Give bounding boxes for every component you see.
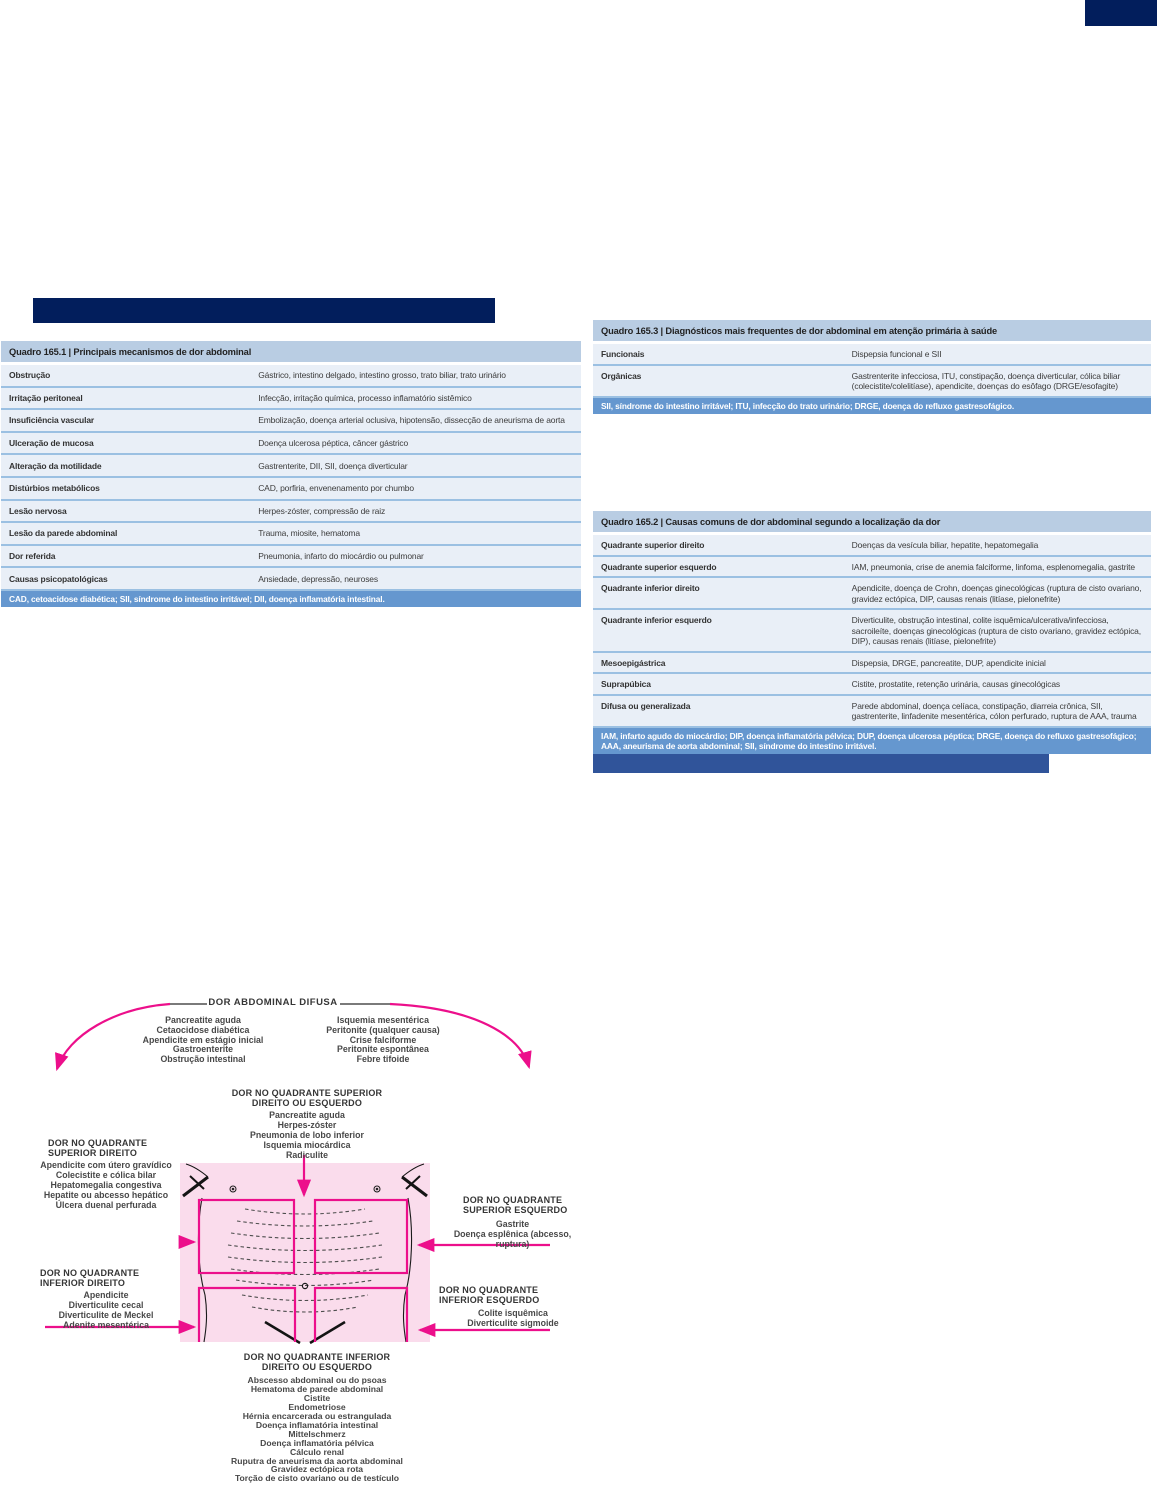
- table-row: [593, 535, 1151, 557]
- figure-heading-line: DOR NO QUADRANTE SUPERIOR: [231, 1088, 383, 1098]
- figure-list-item: Doença inflamatória pélvica: [260, 1437, 374, 1448]
- figure-list-item: Gastrite: [495, 1219, 530, 1230]
- row-label: Quadrante inferior esquerdo: [601, 615, 712, 625]
- row-label: Alteração da motilidade: [9, 460, 102, 471]
- row-value: Trauma, miosite, hematoma: [258, 528, 360, 539]
- upper-left-quadrant-block: [440, 1195, 585, 1250]
- table-body: [1, 365, 581, 591]
- figure-list-item: Adenite mesentérica: [62, 1319, 150, 1330]
- row-label: Lesão nervosa: [9, 505, 67, 516]
- table-title: Quadro 165.2 | Causas comuns de dor abdominal segundo a localização da dor: [593, 511, 1151, 535]
- row-value: Infecção, irritação química, processo inflamatório sistêmico: [258, 392, 472, 403]
- table-row: [1, 523, 581, 546]
- figure-list-item: Peritonite (qualquer causa): [326, 1024, 440, 1035]
- figure-list-item: Isquemia mesentérica: [337, 1015, 429, 1025]
- table-row: [1, 501, 581, 524]
- row-value: Embolização, doença arterial oclusiva, hipotensão, dissecção de aneurisma de aorta: [258, 415, 565, 426]
- row-value: Doenças da vesícula biliar, hepatite, hepatomegalia: [851, 540, 1039, 550]
- figure-list-item: Radiculite: [285, 1149, 329, 1160]
- figure-list-item: Crise falciforme: [349, 1034, 417, 1045]
- row-label: Quadrante inferior direito: [601, 583, 700, 593]
- figure-list-item: Hematoma de parede abdominal: [250, 1384, 384, 1395]
- figure-heading-line: DIREITO OU ESQUERDO: [261, 1362, 373, 1373]
- page-corner-block: [1085, 0, 1157, 26]
- row-label: Distúrbios metabólicos: [9, 483, 100, 494]
- figure-heading-line: DOR NO QUADRANTE: [463, 1195, 563, 1205]
- row-value: Doença ulcerosa péptica, câncer gástrico: [258, 438, 409, 449]
- figure-list-item: Pancreatite aguda: [269, 1110, 345, 1121]
- figure-list-item: Torção de cisto ovariano ou de testículo: [234, 1473, 400, 1484]
- table-row: [593, 366, 1151, 398]
- table-quadro-165-1: [1, 341, 581, 607]
- row-value: Herpes-zóster, compressão de raiz: [258, 505, 386, 516]
- figure-list-item: Apendicite: [83, 1290, 129, 1301]
- table-quadro-165-3: [593, 320, 1151, 414]
- row-label: Ulceração de mucosa: [9, 438, 94, 449]
- row-value: IAM, pneumonia, crise de anemia falciforme, linfoma, esplenomegalia, gastrite: [851, 561, 1135, 572]
- figure-heading-line: INFERIOR DIREITO: [40, 1278, 126, 1289]
- table-row: [593, 610, 1151, 653]
- figure-list-item: Febre tifoide: [356, 1054, 410, 1065]
- table-row: [1, 410, 581, 433]
- table-quadro-165-2: [593, 511, 1151, 754]
- table-row: [1, 433, 581, 456]
- table-footnote: CAD, cetoacidose diabética; SII, síndrome do intestino irritável; DII, doença inflamatória intestinal.: [1, 591, 581, 607]
- row-value: Pneumonia, infarto do miocárdio ou pulmonar: [258, 551, 424, 562]
- diffuse-pain-left-list: [108, 1016, 298, 1065]
- row-value: Diverticulite, obstrução intestinal, colite isquêmica/ulcerativa/infecciosa, sacroileíte, doenças ginecológicas (ruptura de cisto ovariano, gravidez ectópica, DIP), causas renais (litíase, pielonefrite): [851, 615, 1141, 646]
- figure-list-item: Isquemia miocárdica: [263, 1139, 351, 1150]
- table-row: [593, 696, 1151, 728]
- table-row: [1, 568, 581, 591]
- upper-quadrant-both-block: [207, 1088, 407, 1160]
- table-row: [1, 455, 581, 478]
- row-value: Cistite, prostatite, retenção urinária, causas ginecológicas: [851, 679, 1061, 689]
- table-footnote: SII, síndrome do intestino irritável; ITU, infecção do trato urinário; DRGE, doença do refluxo gastresofágico.: [593, 398, 1151, 414]
- figure-list-item: Diverticulite sigmoide: [467, 1318, 559, 1329]
- table-title: Quadro 165.1 | Principais mecanismos de dor abdominal: [1, 341, 581, 365]
- figure-list-item: Cálculo renal: [290, 1446, 344, 1457]
- row-label: Mesoepigástrica: [601, 657, 666, 668]
- row-label: Causas psicopatológicas: [9, 573, 108, 584]
- row-value: CAD, porfiria, envenenamento por chumbo: [258, 483, 414, 494]
- upper-right-quadrant-block: [35, 1138, 177, 1210]
- figure-list-item: Hérnia encarcerada ou estrangulada: [242, 1411, 392, 1422]
- table-body: [593, 344, 1151, 398]
- row-value: Apendicite, doença de Crohn, doenças ginecológicas (ruptura de cisto ovariano, gravidez ectópica, DIP, causas renais (litíase, pielonefrite): [851, 583, 1142, 604]
- figure-list-item: Pneumonia de lobo inferior: [250, 1130, 364, 1140]
- row-value: Gastrenterite infecciosa, ITU, constipação, doença diverticular, cólica biliar (colecistite/colelitíase), apendicite, doenças do esôfago (DRGE/esofagite): [851, 370, 1121, 391]
- lower-right-quadrant-block: [35, 1268, 177, 1331]
- row-value: Gástrico, intestino delgado, intestino grosso, trato biliar, trato urinário: [258, 370, 506, 381]
- figure-list-item: Doença inflamatória intestinal: [255, 1419, 379, 1430]
- row-value: Dispepsia, DRGE, pancreatite, DUP, apendicite inicial: [851, 657, 1046, 668]
- table-row: [1, 365, 581, 388]
- row-value: Ansiedade, depressão, neuroses: [258, 573, 378, 584]
- figure-list-item: Diverticulite de Meckel: [58, 1310, 154, 1320]
- table-row: [593, 653, 1151, 675]
- figure-list-item: Colite isquêmica: [478, 1308, 548, 1319]
- row-value: Parede abdominal, doença celíaca, constipação, diarreia crônica, SII, gastrenterite, linfadenite mesentérica, cólon perfurado, ruptura de AAA, trauma: [851, 700, 1137, 721]
- figure-heading-line: INFERIOR ESQUERDO: [439, 1295, 540, 1306]
- figure-list-item: Apendicite com útero gravídico: [40, 1160, 172, 1171]
- row-label: Irritação peritoneal: [9, 392, 83, 403]
- row-label: Obstrução: [9, 370, 51, 381]
- figure-list-item: Obstrução intestinal: [160, 1054, 246, 1065]
- row-label: Difusa ou generalizada: [601, 700, 691, 711]
- figure-list-item: Colecistite e cólica bilar: [55, 1170, 157, 1181]
- figure-list-item: Cetaocidose diabética: [156, 1024, 250, 1035]
- row-label: Lesão da parede abdominal: [9, 528, 118, 539]
- figure-list-item: Pancreatite aguda: [165, 1015, 241, 1025]
- table-row: [593, 344, 1151, 366]
- row-value: Gastrenterite, DII, SII, doença diverticular: [258, 460, 408, 471]
- figure-list-item: Apendicite em estágio inicial: [142, 1034, 264, 1045]
- row-label: Orgânicas: [601, 370, 642, 381]
- table-footnote: IAM, infarto agudo do miocárdio; DIP, doença inflamatória pélvica; DUP, doença ulcerosa péptica; DRGE, doença do refluxo gastresofágico; AAA, aneurisma de aorta abdominal; SII, síndrome do intestino irritável.: [593, 728, 1151, 754]
- figure-list-item: Peritonite espontânea: [337, 1044, 429, 1055]
- row-label: Insuficiência vascular: [9, 415, 95, 426]
- figure-list-item: Diverticulite cecal: [68, 1300, 144, 1311]
- figure-title: DOR ABDOMINAL DIFUSA: [208, 997, 338, 1008]
- table-body: [593, 535, 1151, 728]
- figure-list-item: Endometriose: [288, 1402, 346, 1413]
- row-label: Suprapúbica: [601, 679, 651, 689]
- figure-heading-line: DOR NO QUADRANTE: [48, 1138, 148, 1148]
- figure-list-item: Gastroenterite: [172, 1044, 234, 1055]
- figure-list-item: Úlcera duenal perfurada: [55, 1199, 157, 1210]
- figure-list-item: Hepatite ou abcesso hepático: [43, 1189, 169, 1200]
- figure-list-item: Mittelschmerz: [288, 1428, 346, 1439]
- figure-heading-line: DIREITO OU ESQUERDO: [251, 1098, 363, 1109]
- figure-heading-line: SUPERIOR ESQUERDO: [463, 1205, 568, 1216]
- table-title: Quadro 165.3 | Diagnósticos mais frequentes de dor abdominal em atenção primária à saúde: [593, 320, 1151, 344]
- row-value: Dispepsia funcional e SII: [851, 349, 942, 359]
- figure-list-item: Abscesso abdominal ou do psoas: [247, 1375, 387, 1386]
- diffuse-pain-right-list: [288, 1016, 478, 1065]
- figure-list-item: Gravidez ectópica rota: [270, 1464, 364, 1475]
- table-row: [1, 478, 581, 501]
- table-row: [1, 388, 581, 411]
- table-row: [593, 674, 1151, 696]
- lower-quadrant-both-block: [192, 1352, 442, 1483]
- figure-heading-line: SUPERIOR DIREITO: [48, 1148, 138, 1159]
- row-label: Funcionais: [601, 349, 645, 359]
- table-row: [593, 578, 1151, 610]
- table-row: [593, 557, 1151, 579]
- figure-heading-line: DOR NO QUADRANTE: [40, 1268, 140, 1278]
- row-label: Dor referida: [9, 551, 56, 562]
- figure-list-item: Cistite: [303, 1393, 331, 1404]
- figure-list-item: Doença esplênica (abcesso, ruptura): [453, 1229, 572, 1249]
- lower-left-quadrant-block: [437, 1285, 589, 1329]
- figure-list-item: Ruputra de aneurisma da aorta abdominal: [231, 1455, 403, 1466]
- row-label: Quadrante superior direito: [601, 540, 705, 550]
- figure-heading-line: DOR NO QUADRANTE INFERIOR: [243, 1352, 391, 1362]
- figure-heading-line: DOR NO QUADRANTE: [439, 1285, 539, 1295]
- row-label: Quadrante superior esquerdo: [601, 561, 717, 572]
- chapter-title-bar: [33, 298, 495, 323]
- figure-list-item: Herpes-zóster: [277, 1120, 337, 1131]
- figure-list-item: Hepatomegalia congestiva: [50, 1180, 162, 1190]
- table-row: [1, 546, 581, 569]
